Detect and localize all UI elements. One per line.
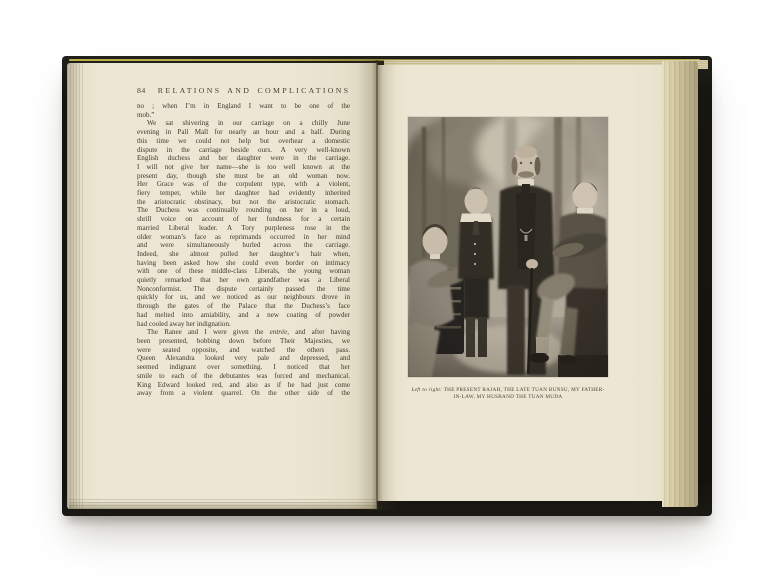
text-line: quickly for us, and we noticed as our neighbours drove in: [137, 293, 350, 302]
text-line: no ; when I’m in England I want to be one of the: [137, 102, 350, 110]
text-line: seemed indignant over something. I noticed that her: [137, 363, 350, 372]
caption-lead-italic: Left to right:: [411, 387, 443, 393]
text-line: King Edward looked red, and also as if he had just come: [137, 380, 350, 389]
text-line: Nonconformist. The dispute certainly passed the time: [137, 284, 350, 293]
running-header: [137, 86, 351, 95]
text-line: English duchess and her daughter were in the carriage.: [137, 154, 350, 163]
text-line: the aristocratic obstinacy, but not the aristocratic stomach.: [137, 197, 350, 206]
text-line: married Liberal leader. A Tory purpleness rose in the: [137, 223, 350, 232]
italic-word: entrée: [269, 328, 288, 337]
text-line-with-italic: [137, 328, 350, 337]
text-run: The Ranee and I were given the: [147, 328, 270, 337]
text-line: smile to each of the debutantes was forced and mechanical.: [137, 371, 350, 380]
plate-photo-illustration: [408, 117, 608, 377]
text-line: had melted into amiability, and a new coating of powder: [137, 310, 350, 319]
plate-caption: [408, 387, 608, 401]
text-line: away from a violent quarrel. On the other side of the: [137, 389, 350, 398]
text-line: fiery temper, while her daughter had evidently inherited: [137, 189, 350, 198]
open-book: [62, 56, 712, 516]
text-line: through the gates of the Palace that the Duchess’s face: [137, 302, 350, 311]
running-title: RELATIONS AND COMPLICATIONS: [157, 86, 351, 95]
text-line: having been asked how she could even border on intimacy: [137, 258, 350, 267]
page-fore-edge: [662, 61, 698, 507]
page-edge-left: [67, 63, 84, 509]
body-text: [137, 102, 350, 398]
text-line: and were simultaneously hurled across the carriage.: [137, 241, 350, 250]
text-line: I will not give her name—she is too well known at the: [137, 162, 350, 171]
text-line: this time we could not help but overhear a domestic: [137, 136, 350, 145]
text-line: Indeed, she almost pulled her daughter’s hair when,: [137, 249, 350, 258]
text-line: Her Grace was of the corpulent type, with a violent,: [137, 180, 350, 189]
text-line: present day, though she must be an old woman now.: [137, 171, 350, 180]
text-line: were seated opposite, and watched the others pass.: [137, 345, 350, 354]
text-line: We sat shivering in our carriage on a chilly June: [147, 119, 350, 128]
page-number: 84: [137, 86, 146, 95]
text-line: had cooled away her indignation.: [137, 319, 231, 328]
text-line: quietly remarked that her own grandfather was a Liberal: [137, 276, 350, 285]
text-line: The Duchess was continually rounding on her in a loud,: [137, 206, 350, 215]
text-line: dispute in the carriage beside ours. A very well-known: [137, 145, 350, 154]
text-line: Queen Alexandra looked very pale and depressed, and: [137, 354, 350, 363]
text-line: evening in Pall Mall for nearly an hour and a half. During: [137, 128, 350, 137]
text-line: older woman’s face as reprimands occurred in her mind: [137, 232, 350, 241]
plate-photo: [408, 117, 608, 377]
caption-text: THE PRESENT RAJAH, THE LATE TUAN BUNSU, MY FATHER-IN-LAW, MY HUSBAND THE TUAN MUDA: [442, 387, 605, 400]
text-line: with one of these middle-class Liberals, the young woman: [137, 267, 350, 276]
page-edge-bottom: [69, 499, 376, 509]
text-line: been presented, bobbing down before Their Majesties, we: [137, 336, 350, 345]
text-line: shrill voice on account of her fondness for a certain: [137, 215, 350, 224]
text-run: , and after having: [287, 328, 350, 337]
text-line: mob.”: [137, 110, 155, 119]
